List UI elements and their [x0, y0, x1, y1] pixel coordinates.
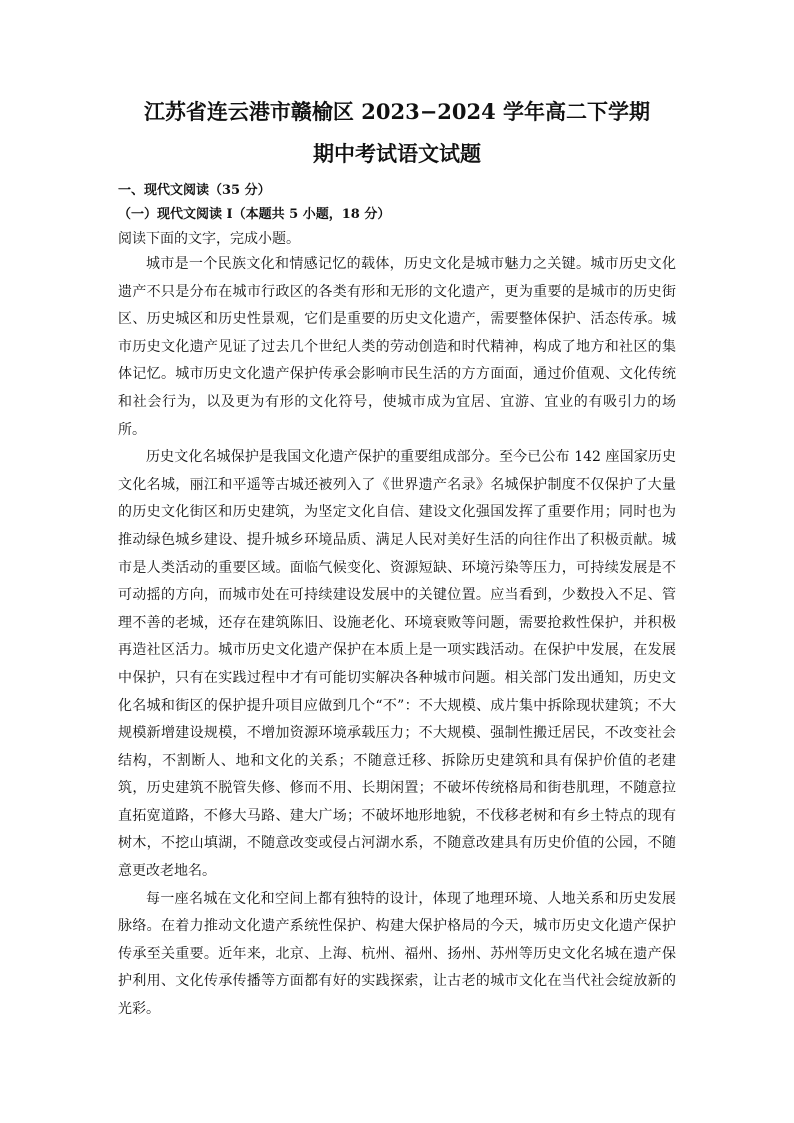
passage-paragraph-1: 城市是一个民族文化和情感记忆的载体，历史文化是城市魅力之关键。城市历史文化遗产不只是分布在城市行政区的各类有形和无形的文化遗产，更为重要的是城市的历史街区、历史城区和历史性景观，它们是重要的历史文化遗产，需要整体保护、活态传承。城市历史文化遗产见证了过去几个世纪人类的劳动创造和时代精神，构成了地方和社区的集体记忆。城市历史文化遗产保护传承会影响市民生活的方方面面，通过价值观、文化传统和社会行为，以及更为有形的文化符号，使城市成为宜居、宜游、宜业的有吸引力的场所。	[118, 256, 676, 438]
passage-paragraph-2: 历史文化名城保护是我国文化遗产保护的重要组成部分。至今已公布 142 座国家历史文化名城，丽江和平遥等古城还被列入了《世界遗产名录》名城保护制度不仅保护了大量的历史文化街区和历史建筑，为坚定文化自信、建设文化强国发挥了重要作用；同时也为推动绿色城乡建设、提升城乡环境品质、满足人民对美好生活的向往作出了积极贡献。城市是人类活动的重要区域。面临气候变化、资源短缺、环境污染等压力，可持续发展是不可动摇的方向，而城市处在可持续建设发展中的关键位置。应当看到，少数投入不足、管理不善的老城，还存在建筑陈旧、设施老化、环境衰败等问题，需要抢救性保护，并积极再造社区活力。城市历史文化遗产保护在本质上是一项实践活动。在保护中发展，在发展中保护，只有在实践过程中才有可能切实解决各种城市问题。相关部门发出通知，历史文化名城和街区的保护提升项目应做到几个“不”：不大规模、成片集中拆除现状建筑；不大规模新增建设规模，不增加资源环境承载压力；不大规模、强制性搬迁居民，不改变社会结构，不割断人、地和文化的关系；不随意迁移、拆除历史建筑和具有保护价值的老建筑，历史建筑不脱管失修、修而不用、长期闲置；不破坏传统格局和街巷肌理，不随意拉直拓宽道路，不修大马路、建大广场；不破坏地形地貌，不伐移老树和有乡土特点的现有树木，不挖山填湖，不随意改变或侵占河湖水系，不随意改建具有历史价值的公园，不随意更改老地名。	[118, 449, 676, 880]
document-title-line2: 期中考试语文试题	[313, 141, 481, 166]
reading-instruction: 阅读下面的文字，完成小题。	[118, 231, 300, 247]
document-title-line1: 江苏省连云港市赣榆区 2023−2024 学年高二下学期	[143, 99, 651, 124]
passage-paragraph-3: 每一座名城在文化和空间上都有独特的设计，体现了地理环境、人地关系和历史发展脉络。在着力推动文化遗产系统性保护、构建大保护格局的今天，城市历史文化遗产保护传承至关重要。近年来，北京、上海、杭州、福州、扬州、苏州等历史文化名城在遗产保护利用、文化传承传播等方面都有好的实践探索，让古老的城市文化在当代社会绽放新的光彩。	[118, 890, 676, 1018]
subsection-heading: （一）现代文阅读 I（本题共 5 小题，18 分）	[118, 207, 391, 222]
section-heading: 一、现代文阅读（35 分）	[118, 183, 271, 198]
